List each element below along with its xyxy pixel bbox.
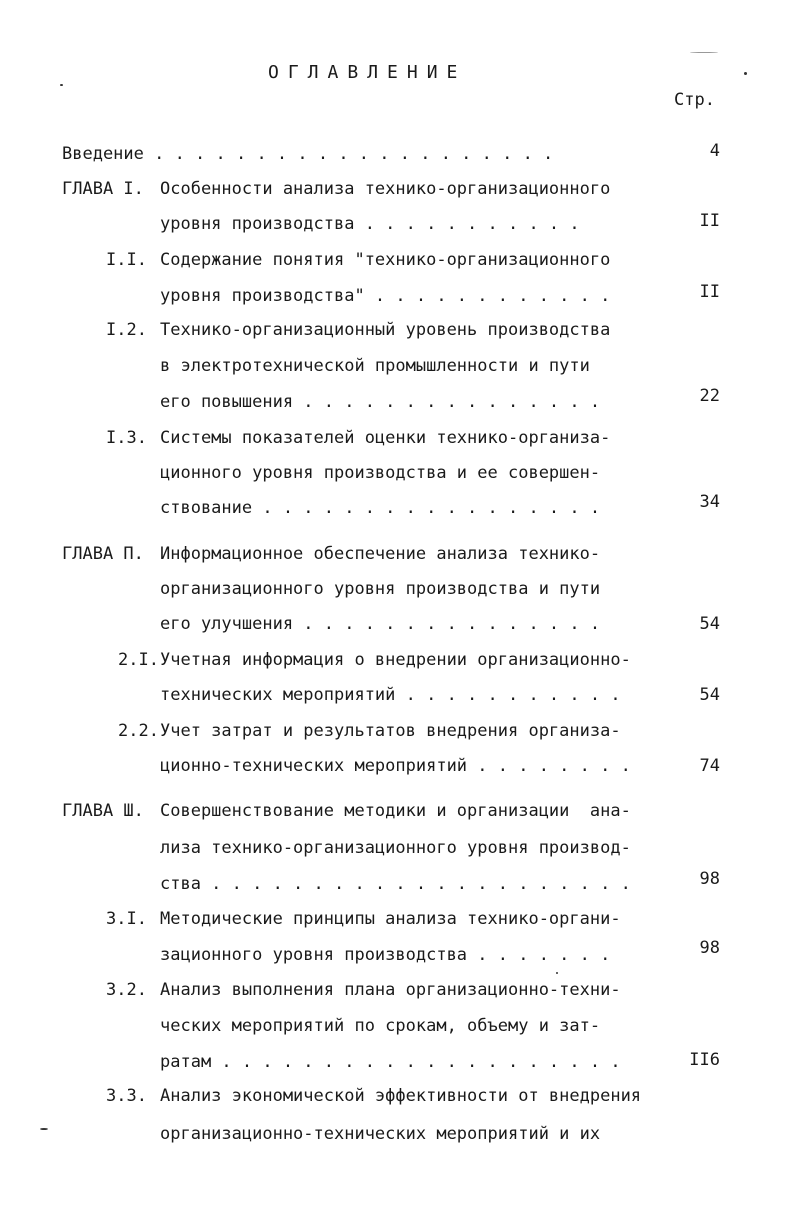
- toc-line: ствование . . . . . . . . . . . . . . . . .: [160, 498, 601, 518]
- toc-page-number: 98: [699, 869, 720, 889]
- scan-speck: [60, 84, 63, 86]
- toc-line: Особенности анализа технико-организационного: [160, 179, 611, 199]
- toc-line: Системы показателей оценки технико-организа-: [160, 428, 611, 448]
- section-label: I.I.: [106, 250, 147, 270]
- toc-line: лиза технико-организационного уровня производ-: [160, 838, 631, 858]
- toc-page-number: 4: [709, 141, 720, 161]
- page-column-label: Стр.: [674, 90, 715, 110]
- toc-line: его улучшения . . . . . . . . . . . . . . .: [160, 614, 601, 634]
- section-label: I.3.: [106, 428, 147, 448]
- toc-page-number: 54: [699, 685, 720, 705]
- section-label: 3.I.: [106, 909, 147, 929]
- section-label: I.2.: [106, 320, 147, 340]
- section-label: 2.I.: [118, 650, 159, 670]
- scan-speck: [40, 1128, 48, 1130]
- toc-line: Введение . . . . . . . . . . . . . . . . . . . .: [62, 144, 554, 164]
- toc-line: Технико-организационный уровень производства: [160, 320, 611, 340]
- toc-line: уровня производства . . . . . . . . . . .: [160, 214, 580, 234]
- section-label: 3.2.: [106, 980, 147, 1000]
- toc-page-number: II: [699, 282, 720, 302]
- scan-speck: [556, 972, 558, 974]
- chapter-label: ГЛАВА П.: [62, 544, 144, 564]
- toc-line: технических мероприятий . . . . . . . . . . .: [160, 685, 621, 705]
- page-title: ОГЛАВЛЕНИЕ: [268, 62, 467, 83]
- toc-line: уровня производства" . . . . . . . . . . . .: [160, 286, 611, 306]
- toc-line: Анализ экономической эффективности от внедрения: [160, 1086, 642, 1106]
- toc-page-number: II6: [689, 1050, 720, 1070]
- toc-line: ческих мероприятий по срокам, объему и зат-: [160, 1016, 601, 1036]
- section-label: 3.3.: [106, 1086, 147, 1106]
- toc-line: в электротехнической промышленности и пути: [160, 356, 590, 376]
- toc-page-number: 74: [699, 756, 720, 776]
- toc-line: ционно-технических мероприятий . . . . . . . .: [160, 756, 631, 776]
- toc-line: ратам . . . . . . . . . . . . . . . . . . . .: [160, 1052, 621, 1072]
- toc-line: ционного уровня производства и ее совершен-: [160, 463, 601, 483]
- scan-speck: [744, 72, 747, 75]
- toc-page-number: 34: [699, 492, 720, 512]
- toc-page-number: 98: [699, 938, 720, 958]
- toc-page-number: II: [699, 211, 720, 231]
- toc-line: Содержание понятия "технико-организационного: [160, 250, 611, 270]
- toc-line: Анализ выполнения плана организационно-техни-: [160, 980, 621, 1000]
- toc-line: Методические принципы анализа технико-органи-: [160, 909, 621, 929]
- toc-line: Учет затрат и результатов внедрения организа-: [160, 721, 621, 741]
- chapter-label: ГЛАВА I.: [62, 179, 144, 199]
- toc-page-number: 22: [699, 386, 720, 406]
- section-label: 2.2.: [118, 721, 159, 741]
- toc-page-number: 54: [699, 614, 720, 634]
- toc-line: зационного уровня производства . . . . . . .: [160, 945, 611, 965]
- toc-line: его повышения . . . . . . . . . . . . . . .: [160, 392, 601, 412]
- toc-line: организационного уровня производства и пути: [160, 579, 601, 599]
- toc-line: Информационное обеспечение анализа технико-: [160, 544, 601, 564]
- toc-line: Совершенствование методики и организации ана-: [160, 801, 631, 821]
- toc-line: ства . . . . . . . . . . . . . . . . . . . . .: [160, 874, 631, 894]
- scan-speck: [690, 52, 718, 53]
- toc-line: Учетная информация о внедрении организационно-: [160, 650, 631, 670]
- chapter-label: ГЛАВА Ш.: [62, 801, 144, 821]
- toc-line: организационно-технических мероприятий и их: [160, 1124, 601, 1144]
